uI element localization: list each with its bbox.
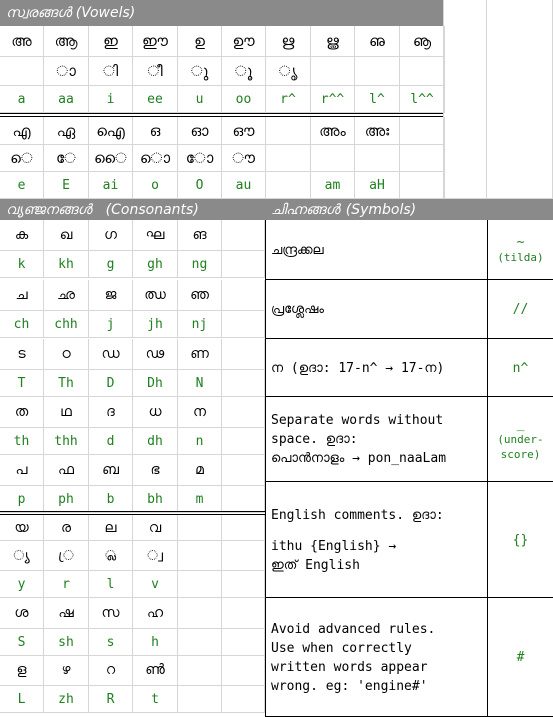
consonant-latin-cell: Dh xyxy=(133,370,178,397)
consonant-latin-cell xyxy=(222,370,265,397)
vowel-cell xyxy=(266,145,311,172)
consonant-cell xyxy=(222,220,265,251)
consonant-sign-cell: ്ര xyxy=(44,541,89,571)
consonant-latin-cell: S xyxy=(0,629,44,656)
vowel-cell: ഒ xyxy=(133,117,178,145)
vowel-cell: ഋ xyxy=(266,26,311,57)
vowel-cell xyxy=(266,117,311,145)
vowel-cell: ോ xyxy=(178,145,222,172)
consonant-latin-cell: jh xyxy=(133,311,178,338)
consonant-cell xyxy=(222,455,265,486)
consonant-cell: ദ xyxy=(89,397,133,428)
consonant-latin-cell: bh xyxy=(133,486,178,513)
vowel-latin-cell: aa xyxy=(44,86,89,113)
symbol-key: # xyxy=(516,650,525,665)
symbols-title-en: (Symbols) xyxy=(345,201,417,218)
vowel-latin-cell: oo xyxy=(222,86,266,113)
consonant-cell: ഥ xyxy=(44,397,89,428)
consonant-sign-cell xyxy=(178,541,222,571)
consonant-latin-cell: g xyxy=(89,251,133,278)
vowels-header: സ്വരങ്ങൾ (Vowels) xyxy=(0,0,443,26)
consonant-cell xyxy=(178,655,222,686)
vowel-latin-cell: u xyxy=(178,86,222,113)
symbol-key: ~ xyxy=(516,235,525,250)
consonant-cell: ണ xyxy=(178,339,222,370)
symbol-description-line: പ്രശ്ലേഷം xyxy=(271,302,324,317)
vowel-latin-cell: o xyxy=(133,172,178,199)
symbol-description-line: ithu {English} → xyxy=(271,538,397,554)
consonants-title-mal: വ്യഞ്ജനങ്ങൾ xyxy=(6,201,92,218)
symbol-key: {} xyxy=(512,532,529,548)
consonant-cell: ഭ xyxy=(133,455,178,486)
vowel-cell: അഃ xyxy=(355,117,400,145)
vowel-cell: ൃ xyxy=(266,57,311,86)
symbol-description-line: പൊൻനാളം → pon_naaLam xyxy=(271,451,447,466)
symbol-description xyxy=(267,482,487,598)
consonant-cell: ഫ xyxy=(44,455,89,486)
consonant-cell: ൺ xyxy=(133,655,178,686)
vowel-latin-cell: ee xyxy=(133,86,178,113)
consonant-latin-cell: r xyxy=(44,571,89,598)
consonant-latin-cell: gh xyxy=(133,251,178,278)
consonant-cell: ഘ xyxy=(133,220,178,251)
symbol-description xyxy=(267,220,487,280)
consonant-latin-cell: s xyxy=(89,629,133,656)
vowel-cell: ൠ xyxy=(311,26,355,57)
consonant-latin-cell xyxy=(178,686,222,713)
symbol-key-note: score) xyxy=(500,448,541,461)
consonant-cell: ക xyxy=(0,220,44,251)
consonant-latin-cell: zh xyxy=(44,686,89,713)
consonant-cell: ഖ xyxy=(44,220,89,251)
vowel-latin-cell: r^^ xyxy=(311,86,355,113)
consonant-latin-cell: T xyxy=(0,370,44,397)
consonant-cell: മ xyxy=(178,455,222,486)
consonant-latin-cell: y xyxy=(0,571,44,598)
consonant-cell: ഠ xyxy=(44,339,89,370)
symbol-description-line: Use when correctly xyxy=(271,640,412,656)
consonant-latin-cell xyxy=(222,251,265,278)
symbol-description-line: English comments. ഉദാ: xyxy=(271,507,444,523)
symbol-glyph xyxy=(488,482,553,598)
consonant-sign-cell: ്ല xyxy=(89,541,133,571)
symbol-description-line: written words appear xyxy=(271,659,428,675)
consonant-cell: യ xyxy=(0,515,44,541)
vowel-cell: ൊ xyxy=(133,145,178,172)
consonant-latin-cell xyxy=(178,571,222,598)
consonant-latin-cell: j xyxy=(89,311,133,338)
consonant-cell xyxy=(222,280,265,311)
symbol-description-line: wrong. eg: 'engine#' xyxy=(271,678,428,694)
consonant-cell xyxy=(222,515,265,541)
consonant-latin-cell: nj xyxy=(178,311,222,338)
symbol-key-note: (tilda) xyxy=(497,251,544,264)
symbol-description xyxy=(267,598,487,717)
vowel-latin-cell: l^^ xyxy=(400,86,445,113)
symbol-key: n^ xyxy=(512,360,529,376)
consonant-latin-cell: n xyxy=(178,428,222,455)
consonant-cell: ച xyxy=(0,280,44,311)
vowel-cell xyxy=(355,145,400,172)
vowel-latin-cell: E xyxy=(44,172,89,199)
symbol-glyph xyxy=(488,220,553,280)
vowel-latin-cell: ai xyxy=(89,172,133,199)
consonant-cell: ഡ xyxy=(89,339,133,370)
consonant-latin-cell: chh xyxy=(44,311,89,338)
vowel-cell: ഌ xyxy=(355,26,400,57)
symbol-description xyxy=(267,280,487,339)
consonant-cell xyxy=(222,397,265,428)
consonant-latin-cell: R xyxy=(89,686,133,713)
consonant-cell: ധ xyxy=(133,397,178,428)
consonant-cell: പ xyxy=(0,455,44,486)
consonant-cell xyxy=(178,598,222,629)
symbol-description-line: space. ഉദാ: xyxy=(271,432,358,447)
consonant-sign-cell: ്യ xyxy=(0,541,44,571)
vowel-latin-cell xyxy=(400,172,445,199)
symbol-glyph xyxy=(488,280,553,339)
consonant-latin-cell xyxy=(222,629,265,656)
consonant-latin-cell xyxy=(222,311,265,338)
consonant-cell: ട xyxy=(0,339,44,370)
consonant-latin-cell: ph xyxy=(44,486,89,513)
consonant-latin-cell: v xyxy=(133,571,178,598)
symbol-description-line: Separate words without xyxy=(271,413,444,428)
symbol-key: _ xyxy=(516,417,525,432)
consonant-latin-cell: N xyxy=(178,370,222,397)
consonant-cell: വ xyxy=(133,515,178,541)
consonant-latin-cell: l xyxy=(89,571,133,598)
symbol-glyph xyxy=(488,598,553,717)
vowel-cell: ൂ xyxy=(222,57,266,86)
consonant-cell: സ xyxy=(89,598,133,629)
consonant-latin-cell: sh xyxy=(44,629,89,656)
consonant-cell xyxy=(222,655,265,686)
symbol-glyph xyxy=(488,397,553,482)
symbol-description-line: ന (ഉദാ: 17-n^ → 17-ന) xyxy=(271,360,445,376)
consonant-latin-cell: t xyxy=(133,686,178,713)
consonant-latin-cell: ng xyxy=(178,251,222,278)
consonant-latin-cell: h xyxy=(133,629,178,656)
consonant-cell: ങ xyxy=(178,220,222,251)
consonant-cell: ത xyxy=(0,397,44,428)
consonant-sign-cell: ്വ xyxy=(133,541,178,571)
consonant-cell: ഴ xyxy=(44,655,89,686)
vowel-cell xyxy=(400,145,445,172)
vowel-cell: ൗ xyxy=(222,145,266,172)
consonants-header xyxy=(0,199,265,220)
consonant-cell xyxy=(222,339,265,370)
vowel-cell: അ xyxy=(0,26,44,57)
vowel-cell: ൈ xyxy=(89,145,133,172)
vowel-cell: ആ xyxy=(44,26,89,57)
consonant-latin-cell: p xyxy=(0,486,44,513)
consonant-cell: ന xyxy=(178,397,222,428)
consonant-cell: ഗ xyxy=(89,220,133,251)
vowel-cell xyxy=(0,57,44,86)
vowel-cell: ീ xyxy=(133,57,178,86)
vowel-cell xyxy=(311,57,355,86)
symbol-description-line: ഇത് English xyxy=(271,557,360,573)
consonant-latin-cell: dh xyxy=(133,428,178,455)
vowel-cell: േ xyxy=(44,145,89,172)
vowel-cell: െ xyxy=(0,145,44,172)
consonant-cell: ര xyxy=(44,515,89,541)
consonant-cell xyxy=(222,598,265,629)
consonant-latin-cell xyxy=(178,629,222,656)
consonant-cell: റ xyxy=(89,655,133,686)
vowel-latin-cell: aH xyxy=(355,172,400,199)
consonant-latin-cell: ch xyxy=(0,311,44,338)
vowel-cell: ഉ xyxy=(178,26,222,57)
consonant-cell: ഞ xyxy=(178,280,222,311)
symbol-key-note: (under- xyxy=(497,433,544,446)
vowel-latin-cell: am xyxy=(311,172,355,199)
consonant-latin-cell: k xyxy=(0,251,44,278)
vowel-cell: ാ xyxy=(44,57,89,86)
consonants-title-en: (Consonants) xyxy=(105,201,199,218)
consonant-cell: ശ xyxy=(0,598,44,629)
consonant-latin-cell xyxy=(222,686,265,713)
symbol-description-line: Avoid advanced rules. xyxy=(271,621,436,637)
vowel-cell: അം xyxy=(311,117,355,145)
symbol-description-line: ചന്ദ്രക്കല xyxy=(271,242,324,258)
vowel-cell: ു xyxy=(178,57,222,86)
consonant-cell: ള xyxy=(0,655,44,686)
consonant-cell xyxy=(178,515,222,541)
vowel-latin-cell: au xyxy=(222,172,266,199)
consonant-cell: ഢ xyxy=(133,339,178,370)
consonant-latin-cell xyxy=(222,571,265,598)
vowel-latin-cell: l^ xyxy=(355,86,400,113)
consonant-cell: ഛ xyxy=(44,280,89,311)
symbol-glyph xyxy=(488,339,553,397)
consonant-latin-cell: b xyxy=(89,486,133,513)
vowel-latin-cell: i xyxy=(89,86,133,113)
filler-cell xyxy=(487,0,553,199)
vowel-cell: ി xyxy=(89,57,133,86)
vowel-cell: ഓ xyxy=(178,117,222,145)
symbol-description xyxy=(267,339,487,397)
vowel-cell: ഇ xyxy=(89,26,133,57)
vowel-cell xyxy=(400,57,445,86)
vowel-cell: ഔ xyxy=(222,117,266,145)
consonant-latin-cell: thh xyxy=(44,428,89,455)
consonant-latin-cell: m xyxy=(178,486,222,513)
consonant-latin-cell: Th xyxy=(44,370,89,397)
vowel-cell xyxy=(311,145,355,172)
symbols-title-mal: ചിഹ്നങ്ങൾ xyxy=(271,201,340,218)
symbol-description xyxy=(267,397,487,482)
consonant-latin-cell: kh xyxy=(44,251,89,278)
vowel-cell xyxy=(400,117,445,145)
vowel-latin-cell xyxy=(266,172,311,199)
consonant-latin-cell xyxy=(222,428,265,455)
vowel-cell: എ xyxy=(0,117,44,145)
vowel-cell xyxy=(355,57,400,86)
consonant-cell: ബ xyxy=(89,455,133,486)
consonant-cell: ഷ xyxy=(44,598,89,629)
consonant-latin-cell: D xyxy=(89,370,133,397)
vowel-cell: ഐ xyxy=(89,117,133,145)
consonant-latin-cell: th xyxy=(0,428,44,455)
vowel-cell: ൡ xyxy=(400,26,445,57)
consonant-latin-cell: d xyxy=(89,428,133,455)
consonant-latin-cell xyxy=(222,486,265,513)
consonant-latin-cell: L xyxy=(0,686,44,713)
vowel-latin-cell: O xyxy=(178,172,222,199)
consonant-sign-cell xyxy=(222,541,265,571)
filler-cell xyxy=(443,0,487,199)
vowel-latin-cell: r^ xyxy=(266,86,311,113)
vowel-latin-cell: a xyxy=(0,86,44,113)
consonant-cell: ജ xyxy=(89,280,133,311)
consonant-cell: ല xyxy=(89,515,133,541)
symbols-header xyxy=(265,199,553,220)
symbol-key: // xyxy=(512,302,529,317)
vowel-latin-cell: e xyxy=(0,172,44,199)
vowel-cell: ഈ xyxy=(133,26,178,57)
consonant-cell: ഝ xyxy=(133,280,178,311)
symbols-left-border xyxy=(265,220,266,717)
consonant-divider xyxy=(0,511,265,515)
vowel-cell: ഏ xyxy=(44,117,89,145)
vowel-cell: ഊ xyxy=(222,26,266,57)
consonant-cell: ഹ xyxy=(133,598,178,629)
